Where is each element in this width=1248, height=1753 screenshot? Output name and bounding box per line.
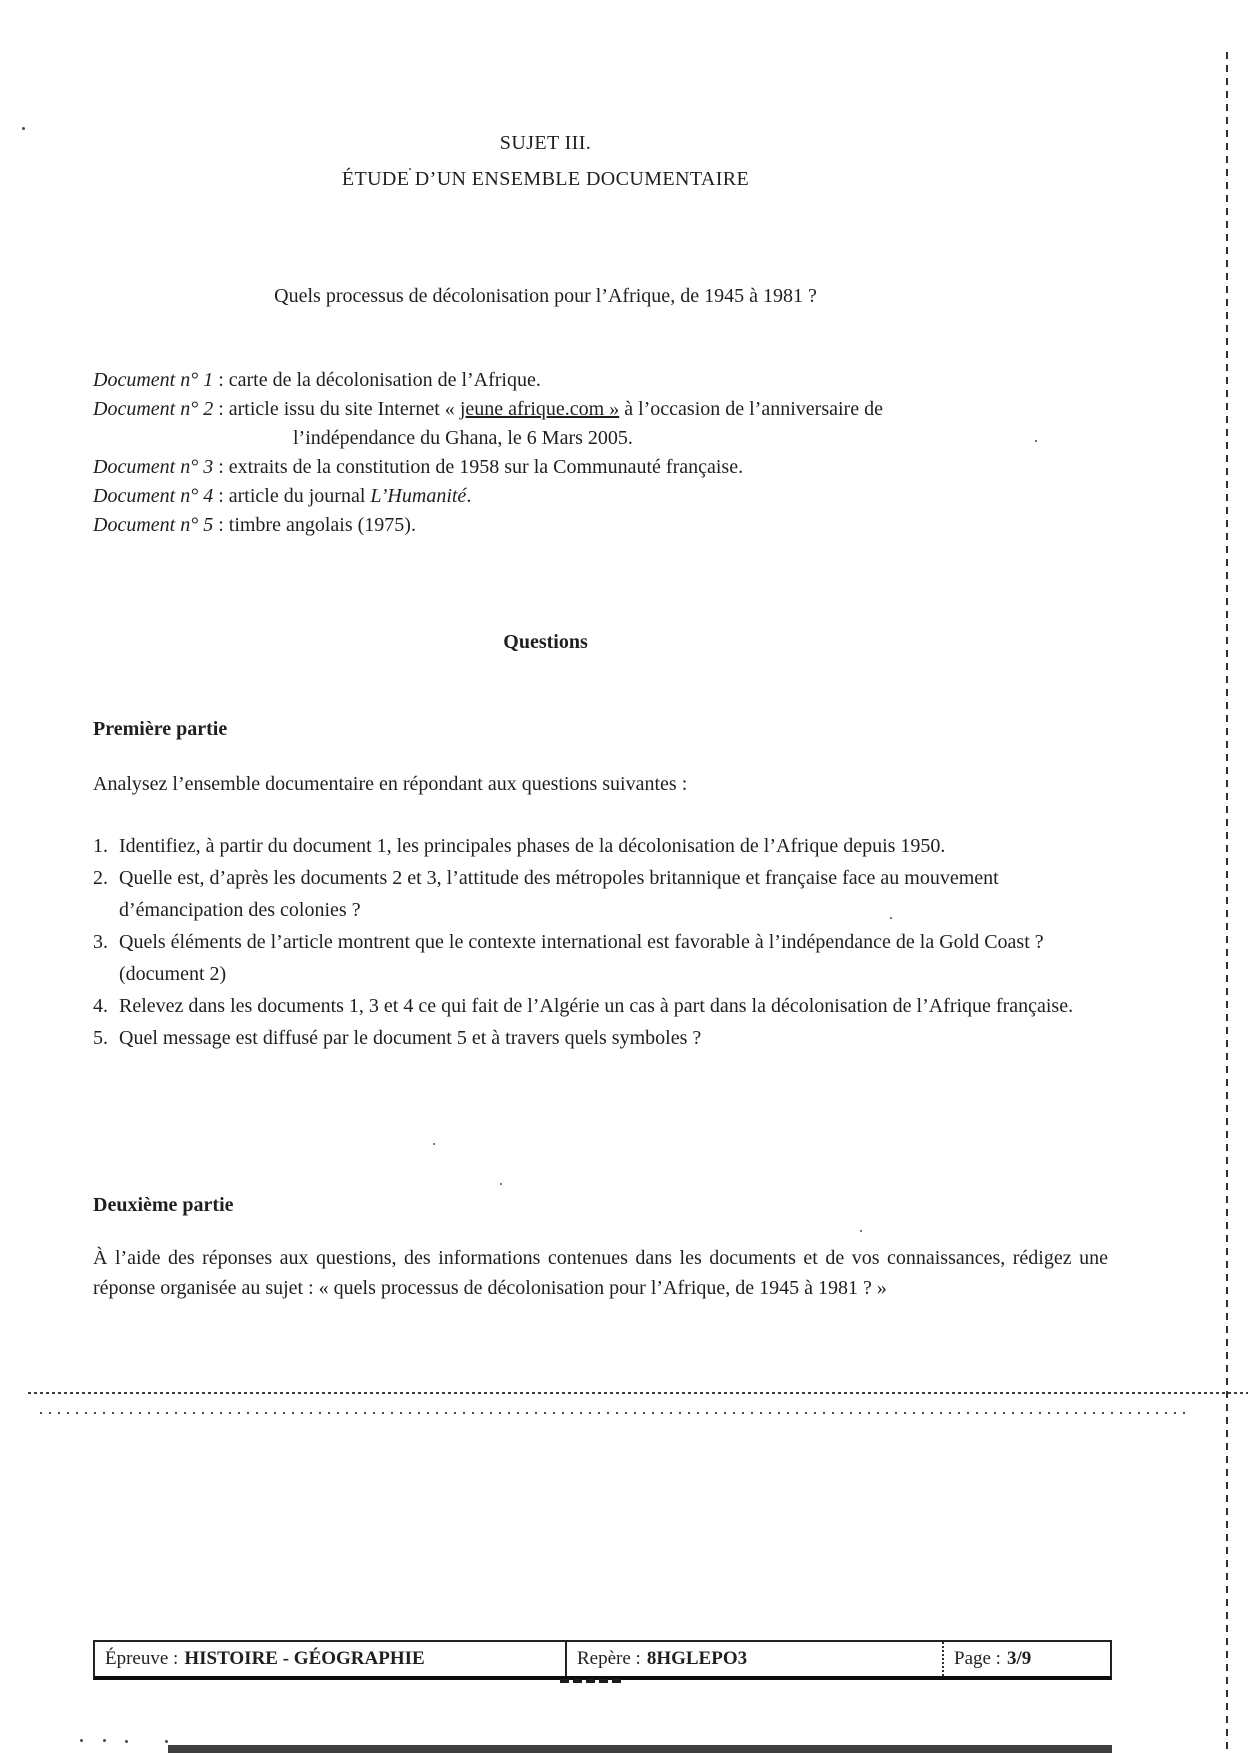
first-part-intro: Analysez l’ensemble documentaire en répondant aux questions suivantes :	[93, 773, 688, 795]
scan-artifact-dot	[125, 1740, 128, 1743]
question-item	[93, 1022, 1111, 1054]
document-separator: :	[213, 369, 229, 391]
page-label: Page :	[954, 1648, 1001, 1669]
scan-artifact-dot	[860, 1230, 862, 1232]
question-item	[93, 862, 1111, 926]
document-list-item	[93, 395, 1113, 424]
document-separator: :	[213, 514, 229, 536]
question-item	[93, 830, 1111, 862]
question-text: Quels éléments de l’article montrent que le contexte international est favorable à l’indépendance de la Gold Coast ? (document 2)	[119, 931, 1044, 985]
footer-repere-cell	[565, 1642, 942, 1676]
scan-artifact-dot	[22, 127, 25, 130]
question-number: 2.	[93, 867, 108, 889]
question-text: Identifiez, à partir du document 1, les principales phases de la décolonisation de l’Afrique depuis 1950.	[119, 835, 946, 857]
document-list-item	[93, 482, 1113, 511]
document-label: Document n° 2	[93, 398, 214, 420]
second-part-instructions: À l’aide des réponses aux questions, des informations contenues dans les documents et de vos connaissances, rédigez une réponse organisée au sujet : « quels processus de décolonisation pour l’Afrique, de 1945 à 1981 ? »	[93, 1247, 1108, 1299]
scan-edge-vertical-line	[1226, 52, 1228, 1753]
dotted-separator-line	[28, 1392, 1248, 1394]
scan-artifact-dot	[165, 1740, 168, 1743]
page-value: 3/9	[1006, 1648, 1032, 1669]
scan-artifact-dot	[80, 1739, 83, 1742]
document-separator: :	[213, 456, 229, 478]
scan-bottom-bar	[168, 1745, 1112, 1753]
document-description: article du journal	[228, 485, 371, 507]
site-name-underlined: jeune afrique.com »	[459, 398, 620, 420]
journal-name: L’Humanité	[370, 485, 467, 507]
document-label: Document n° 3	[93, 456, 214, 478]
document-description: carte de la décolonisation de l’Afrique.	[228, 369, 541, 391]
question-text: Relevez dans les documents 1, 3 et 4 ce qui fait de l’Algérie un cas à part dans la décolonisation de l’Afrique française.	[119, 995, 1074, 1017]
question-text: Quelle est, d’après les documents 2 et 3, l’attitude des métropoles britannique et française face au mouvement d’émancipation des colonies ?	[119, 867, 999, 921]
document-description: extraits de la constitution de 1958 sur la Communauté française.	[228, 456, 744, 478]
document-separator: :	[213, 398, 229, 420]
scan-artifact-dot	[433, 1143, 435, 1145]
document-label: Document n° 5	[93, 514, 214, 536]
document-description: timbre angolais (1975).	[228, 514, 416, 536]
question-number: 5.	[93, 1027, 108, 1049]
question-item	[93, 990, 1111, 1022]
scan-smudge	[560, 1679, 622, 1683]
document-label: Document n° 4	[93, 485, 214, 507]
first-part-heading: Première partie	[93, 718, 228, 740]
document-list-item-continuation: l’indépendance du Ghana, le 6 Mars 2005.	[293, 427, 633, 449]
scan-artifact-dot	[500, 1183, 502, 1185]
document-list	[93, 366, 1113, 540]
document-list-item	[93, 511, 1113, 540]
document-list-item	[93, 366, 1113, 395]
footer-page-cell	[942, 1642, 1110, 1676]
second-part-heading: Deuxième partie	[93, 1194, 234, 1216]
exercise-type-title: ÉTUDE D’UN ENSEMBLE DOCUMENTAIRE	[341, 168, 750, 190]
document-label: Document n° 1	[93, 369, 214, 391]
document-list-item	[93, 453, 1113, 482]
document-description: .	[466, 485, 472, 507]
document-description: à l’occasion de l’anniversaire de	[619, 398, 883, 420]
scan-artifact-dot	[103, 1739, 106, 1742]
footer-epreuve-cell	[95, 1642, 565, 1676]
dotted-separator-line	[40, 1412, 1190, 1414]
question-list	[93, 830, 1111, 1054]
epreuve-value: HISTOIRE - GÉOGRAPHIE	[184, 1648, 425, 1669]
question-item	[93, 926, 1111, 990]
question-number: 1.	[93, 835, 108, 857]
question-text: Quel message est diffusé par le document 5 et à travers quels symboles ?	[119, 1027, 702, 1049]
subject-number-title: SUJET III.	[499, 132, 592, 154]
questions-heading: Questions	[503, 631, 588, 653]
repere-value: 8HGLEPO3	[646, 1648, 748, 1669]
repere-label: Repère :	[577, 1648, 641, 1669]
epreuve-label: Épreuve :	[105, 1648, 179, 1669]
document-description: article issu du site Internet «	[228, 398, 460, 420]
document-separator: :	[213, 485, 229, 507]
question-number: 3.	[93, 931, 108, 953]
footer-table	[93, 1640, 1112, 1680]
question-number: 4.	[93, 995, 108, 1017]
subject-question: Quels processus de décolonisation pour l’Afrique, de 1945 à 1981 ?	[274, 285, 817, 307]
